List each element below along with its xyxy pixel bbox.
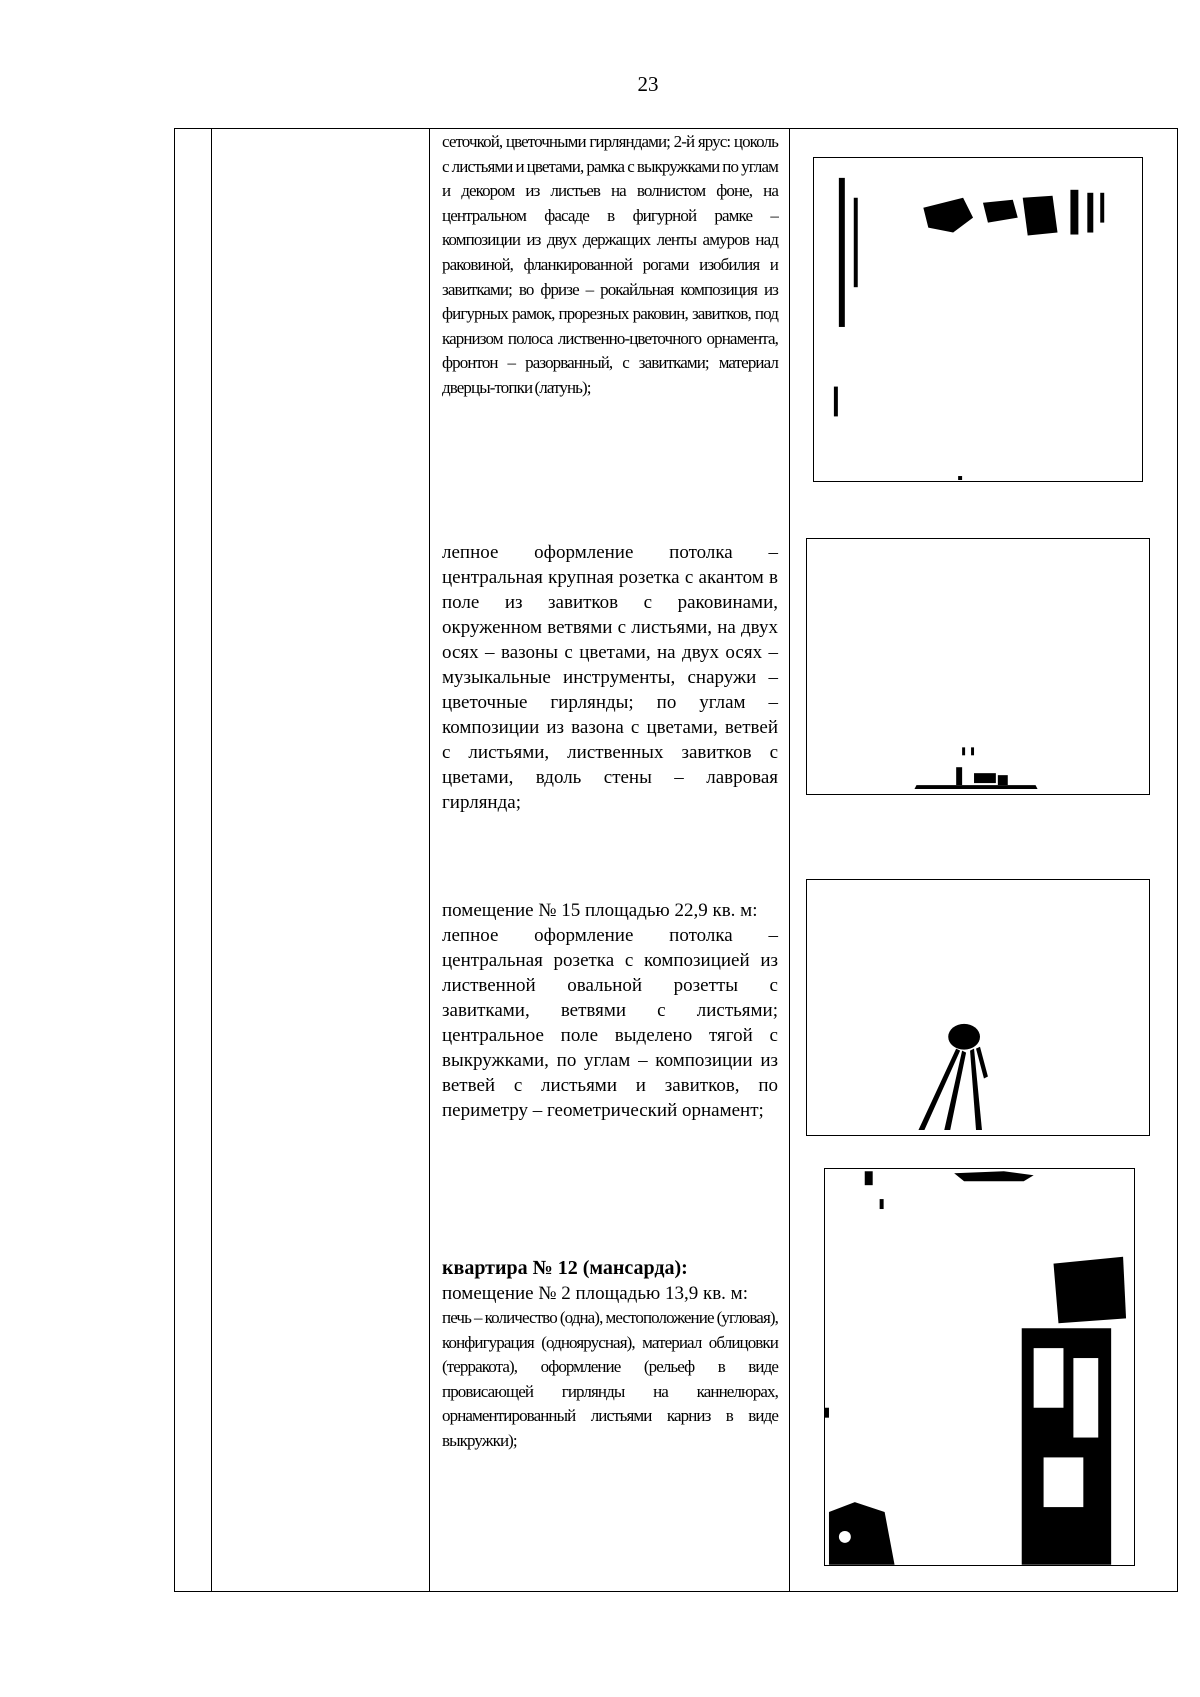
fireplace-description: [442, 130, 778, 401]
paragraph: лепное оформление потолка – центральная розетка с композицией из лиственной овальной розетты с завитками, ветвями с листьями; центральное поле выделено тягой с выкружками, по углам – композиции из ветвей с листьями и завитков, по периметру – геометрический орнамент;: [442, 925, 778, 1121]
paragraph: сеточкой, цветочными гирляндами; 2-й ярус: цоколь с листьями и цветами, рамка с выкружками по углам и декором из листьев на волнистом фоне, на центральном фасаде в фигурной рамке – композиции из двух держащих ленты амуров над раковиной, фланкированной рогами изобилия и завитками; во фризе – рокайльная композиция из фигурных рамок, прорезных раковин, завитков, под карнизом полоса лиственно-цветочного орнамента, фронтон – разорванный, с завитками; материал дверцы-топки (латунь);: [442, 132, 778, 397]
column-divider: [429, 129, 430, 1591]
stove-photo-image: [825, 1169, 1134, 1565]
room-heading: помещение № 15 площадью 22,9 кв. м:: [442, 900, 758, 921]
apartment-title: квартира № 12 (мансарда):: [442, 1257, 688, 1279]
fireplace-photo-image: [814, 158, 1142, 481]
column-divider: [789, 129, 790, 1591]
ceiling-photo-1-image: [807, 539, 1149, 794]
ceiling-photo-2-image: [807, 880, 1149, 1135]
ceiling-photo-1: [806, 538, 1150, 795]
ceiling-description: [442, 540, 778, 815]
room-heading: помещение № 2 площадью 13,9 кв. м:: [442, 1283, 748, 1304]
paragraph: печь – количество (одна), местоположение (угловая), конфигурация (одноярусная), материал облицовки (терракота), оформление (рельеф в виде провисающей гирлянды на каннелюрах, орнаментированный листьями карниз в виде выкружки);: [442, 1308, 778, 1450]
column-divider: [211, 129, 212, 1591]
page-number: 23: [637, 72, 659, 96]
room-15-description: [442, 898, 778, 1123]
apartment-12-description: [442, 1256, 778, 1454]
fireplace-photo: [813, 157, 1143, 482]
ceiling-photo-2: [806, 879, 1150, 1136]
paragraph: лепное оформление потолка – центральная крупная розетка с акантом в поле из завитков с раковинами, окруженном ветвями с листьями, на двух осях – вазоны с цветами, на двух осях – музыкальные инструменты, снаружи – цветочные гирлянды; по углам – композиции из вазона с цветами, ветвей с листьями, лиственных завитков с цветами, вдоль стены – лавровая гирлянда;: [442, 542, 778, 813]
stove-photo: [824, 1168, 1135, 1566]
